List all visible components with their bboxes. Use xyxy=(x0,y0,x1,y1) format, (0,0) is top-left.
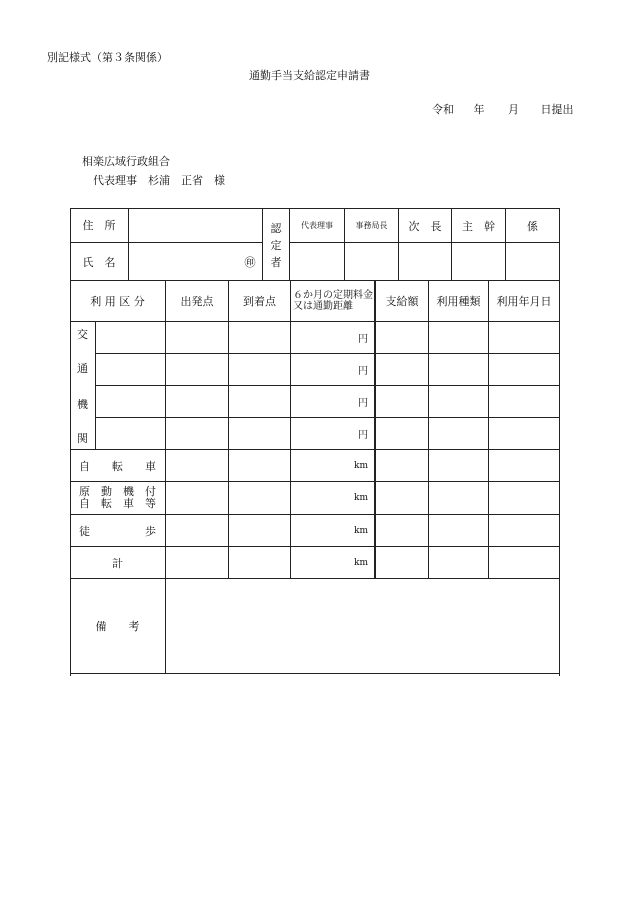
approver-char-2: 定 xyxy=(270,238,282,252)
row-bicycle-distance[interactable]: km xyxy=(354,460,368,471)
transit-char-4: 関 xyxy=(77,432,88,445)
role-staff: 係 xyxy=(527,219,538,233)
remarks-label: 備 考 xyxy=(95,620,140,633)
header-use-type: 利 用 区 分 xyxy=(90,295,145,308)
stamp-box-staff[interactable] xyxy=(506,243,559,280)
approver-char-1: 認 xyxy=(270,221,282,235)
form-reference: 別記様式（第３条関係） xyxy=(47,51,168,64)
row-motorbike-distance[interactable]: km xyxy=(354,493,368,503)
row-walk-distance[interactable]: km xyxy=(354,525,368,536)
date-era: 令和 xyxy=(432,103,454,116)
row-walk-label: 徒 歩 xyxy=(79,524,156,538)
name-field[interactable] xyxy=(129,243,239,280)
seal-mark: ㊞ xyxy=(244,255,256,269)
header-amount: 支給額 xyxy=(385,295,419,308)
role-secretary-general: 事務局長 xyxy=(355,221,388,230)
addressee-organization: 相楽広域行政組合 xyxy=(82,155,170,168)
row-total-distance[interactable]: km xyxy=(354,557,368,568)
transit-fare-1[interactable]: 円 xyxy=(358,334,368,345)
stamp-box-secretary-general[interactable] xyxy=(345,243,398,280)
submission-date xyxy=(432,101,574,117)
transit-fare-3[interactable]: 円 xyxy=(358,398,368,409)
header-destination: 到着点 xyxy=(243,295,276,308)
header-kind: 利用種類 xyxy=(436,295,481,308)
transit-fare-2[interactable]: 円 xyxy=(358,366,368,377)
row-motorbike-label: 原 動 機 付 自 転 車 等 xyxy=(79,485,156,510)
role-deputy: 次 長 xyxy=(408,219,442,233)
header-origin: 出発点 xyxy=(180,295,214,308)
header-fare-distance: ６か月の定期料金又は通勤距離 xyxy=(293,290,373,312)
address-field[interactable] xyxy=(129,209,262,242)
transit-char-1: 交 xyxy=(77,328,88,341)
stamp-box-deputy[interactable] xyxy=(399,243,451,280)
address-label: 住 所 xyxy=(82,219,116,232)
date-month: 月 xyxy=(508,103,519,116)
transit-char-2: 通 xyxy=(77,362,88,375)
stamp-box-chief[interactable] xyxy=(452,243,505,280)
stamp-box-representative[interactable] xyxy=(290,243,344,280)
date-day: 日提出 xyxy=(540,103,574,116)
role-representative: 代表理事 xyxy=(301,221,333,230)
transit-fare-4[interactable]: 円 xyxy=(358,430,368,441)
row-total-label: 計 xyxy=(112,556,123,570)
name-label: 氏 名 xyxy=(82,255,116,269)
role-chief: 主 幹 xyxy=(462,219,495,233)
header-date: 利用年月日 xyxy=(496,295,552,308)
date-year: 年 xyxy=(473,103,485,116)
addressee-person: 代表理事 杉浦 正省 様 xyxy=(93,174,225,187)
document-title: 通勤手当支給認定申請書 xyxy=(249,69,370,82)
row-bicycle-label: 自 転 車 xyxy=(79,459,156,473)
remarks-field[interactable] xyxy=(166,579,559,673)
approver-char-3: 者 xyxy=(270,255,282,269)
transit-char-3: 機 xyxy=(77,398,88,411)
approver-label xyxy=(263,215,289,275)
